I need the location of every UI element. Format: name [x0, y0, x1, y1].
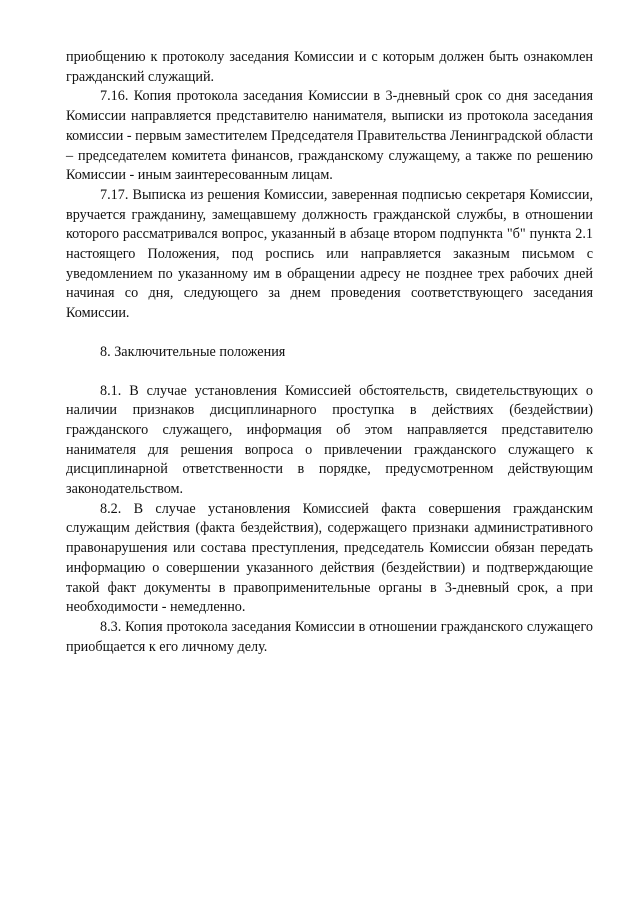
paragraph-8-3: 8.3. Копия протокола заседания Комиссии в отношении гражданского служащего приобщается к его личному делу. — [66, 618, 593, 655]
paragraph-8-2: 8.2. В случае установления Комиссией факта совершения гражданским служащим действия (факта бездействия), содержащего признаки административного правонарушения или состава преступления, председатель Комиссии обязан передать информацию о совершении указанного действия (бездействии) и подтверждающие такой факт документы в правоприменительные органы в 3-дневный срок, а при необходимости - немедленно. — [66, 500, 593, 616]
section-heading: 8. Заключительные положения — [100, 343, 286, 360]
document-body — [66, 48, 593, 657]
paragraph-continuation: приобщению к протоколу заседания Комиссии и с которым должен быть ознакомлен гражданский служащий. — [66, 49, 593, 85]
paragraph-7-17: 7.17. Выписка из решения Комиссии, заверенная подписью секретаря Комиссии, вручается гражданину, замещавшему должность гражданской службы, в отношении которого рассматривался вопрос, указанный в абзаце втором подпункта "б" пункта 2.1 настоящего Положения, под роспись или направляется заказным письмом с уведомлением по указанному им в обращении адресу не позднее трех рабочих дней начиная со дня, следующего за днем проведения соответствующего заседания Комиссии. — [66, 186, 593, 322]
paragraph-8-1: 8.1. В случае установления Комиссией обстоятельств, свидетельствующих о наличии признаков дисциплинарного проступка в действиях (бездействии) гражданского служащего, информация об этом направляется представителю нанимателя для решения вопроса о привлечении гражданского служащего к дисциплинарной ответственности в порядке, предусмотренном действующим законодательством. — [66, 382, 593, 498]
paragraph-7-16: 7.16. Копия протокола заседания Комиссии в 3-дневный срок со дня заседания Комиссии направляется представителю нанимателя, выписки из протокола заседания комиссии - первым заместителем Председателя Правительства Ленинградской области – председателем комитета финансов, гражданскому служащему, а также по решению Комиссии - иным заинтересованным лицам. — [66, 88, 593, 184]
